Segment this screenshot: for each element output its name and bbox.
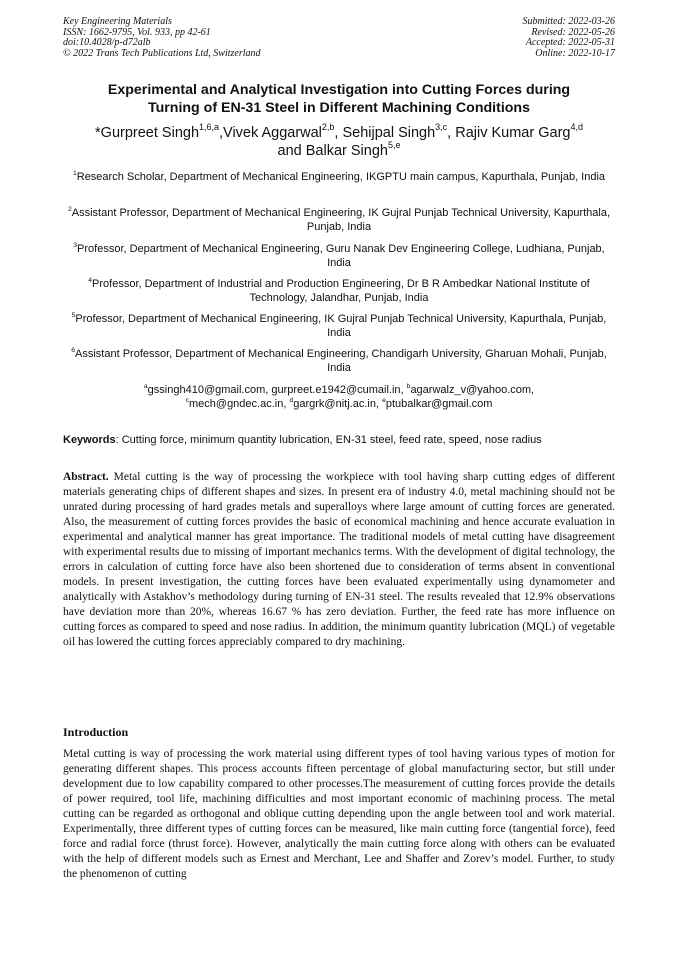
title-line-1: Experimental and Analytical Investigation into Cutting Forces during — [107, 82, 571, 98]
revised-date: Revised: 2022-05-26 — [531, 26, 615, 38]
affiliation-text: Assistant Professor, Department of Mechanical Engineering, IK Gujral Punjab Technical University, Kapurthala, Punjab, India — [71, 207, 611, 234]
keywords-label: Keywords — [63, 434, 116, 446]
email-marker: b — [406, 382, 411, 390]
affiliation — [60, 347, 618, 376]
author-name: , Sehijpal Singh — [334, 125, 436, 141]
author-emails — [60, 383, 618, 412]
email-text: agarwalz_v@yahoo.com, — [410, 384, 535, 396]
journal-name: Key Engineering Materials — [63, 16, 172, 27]
affiliation — [60, 242, 618, 271]
author-line-2 — [40, 142, 638, 160]
author-superscript: 1,6,a — [199, 122, 219, 133]
author-superscript: 3,c — [435, 122, 448, 133]
affiliation — [60, 170, 618, 184]
journal-copyright: © 2022 Trans Tech Publications Ltd, Switzerland — [63, 47, 261, 59]
author-line-1 — [40, 124, 638, 142]
affiliation-text: Assistant Professor, Department of Mechanical Engineering, Chandigarh University, Gharuan Mohali, Punjab, India — [75, 348, 607, 375]
affiliation-number: 4 — [88, 276, 93, 284]
email-marker: e — [382, 397, 386, 405]
submitted-date: Submitted: 2022-03-26 — [522, 16, 615, 27]
email-text: gssingh410@gmail.com, gurpreet.e1942@cumail.in, — [147, 384, 407, 396]
affiliation-text: Professor, Department of Industrial and Production Engineering, Dr B R Ambedkar National Institute of Technology, Jalandhar, Punjab, India — [92, 278, 590, 305]
author-superscript: 5,e — [387, 140, 401, 151]
accepted-date: Accepted: 2022-05-31 — [525, 37, 615, 49]
author-name: , Rajiv Kumar Garg — [447, 125, 571, 141]
author-superscript: 4,d — [570, 122, 583, 133]
abstract-text: Metal cutting is the way of processing the workpiece with tool having sharp cutting edges of different materials generating chips of different shapes and sizes. In present era of industry 4.0, metal machining should not be unrated during processing of hard grades metals and superalloys where large amount of cutting forces are generated. Also, the measurement of cutting forces provides the basic of economical machining and hence accurate evaluation in experimental and analytical manner has great importance. The traditional models of metal cutting have disagreement with experimental results due to missing of important mechanics terms. With the development of digital technology, the errors in calculation of cutting force have also been shortened due to consideration of terms absent in conventional models. In present investigation, the cutting forces have been evaluated experimentally using dynamometer and analytically with Astakhov’s methodology during turning of EN-31 steel. The results revealed that 12.9% observations have deviation more than 20%, whereas 16.67 % has zero deviation. Further, the feed rate has more influence on cutting forces as compared to speed and nose radius. In addition, the minimum quantity lubrication (MQL) of vegetable oil has lowered the cutting forces appreciably compared to dry machining. — [63, 471, 615, 648]
email-text: gargrk@nitj.ac.in, — [293, 398, 383, 411]
affiliation — [60, 312, 618, 341]
author-name: and Balkar Singh — [277, 143, 388, 159]
affiliation-number: 1 — [72, 169, 77, 177]
author-superscript: 2,b — [321, 122, 335, 133]
abstract-label: Abstract. — [63, 471, 109, 483]
email-text: mech@gndec.ac.in, — [189, 398, 290, 411]
affiliation — [60, 277, 618, 306]
email-marker: a — [143, 382, 148, 390]
affiliation-text: Professor, Department of Mechanical Engineering, Guru Nanak Dev Engineering College, Ludhiana, Punjab, India — [77, 243, 605, 270]
paper-title — [40, 82, 638, 117]
affiliation-text: Professor, Department of Mechanical Engineering, IK Gujral Punjab Technical University, Kapurthala, Punjab, India — [75, 313, 607, 340]
journal-doi: doi:10.4028/p-d72alb — [63, 37, 151, 49]
affiliation-text: Research Scholar, Department of Mechanical Engineering, IKGPTU main campus, Kapurthala, Punjab, India — [76, 171, 606, 183]
email-line-1 — [60, 383, 618, 397]
email-text: ptubalkar@gmail.com — [385, 398, 493, 411]
author-name: ,Vivek Aggarwal — [219, 125, 322, 141]
abstract — [63, 470, 615, 650]
introduction-text: Metal cutting is way of processing the work material using different types of tool having various types of motion for generating different shapes. This process accounts fifteen percentage of global manufacturing sector, but still under development due to low capability compared to other processes.The measurement of cutting forces provide the details of power required, tool life, machining difficulties and most important economic of machining process. The metal cutting can be regarded as orthogonal and oblique cutting depending upon the angle between tool and work material. Experimentally, three different types of cutting forces can be measured, like main cutting force (tangential force), feed force and radial force (thrust force). However, analytically the main cutting force along with others can be evaluated with the help of different models such as Ernest and Merchant, Lee and Shaffer and Zorev’s model. Further, to study the phenomenon of cutting — [63, 748, 615, 880]
affiliation-number: 3 — [73, 241, 78, 249]
affiliation-number: 2 — [67, 205, 72, 213]
email-marker: d — [289, 397, 294, 405]
keywords-text: : Cutting force, minimum quantity lubrication, EN-31 steel, feed rate, speed, nose radius — [115, 434, 542, 446]
online-date: Online: 2022-10-17 — [535, 47, 615, 59]
author-name: *Gurpreet Singh — [95, 125, 200, 141]
affiliation-number: 6 — [71, 346, 76, 354]
title-line-2: Turning of EN-31 Steel in Different Machining Conditions — [147, 99, 530, 116]
email-marker: c — [185, 397, 189, 405]
affiliation — [60, 206, 618, 235]
author-list — [40, 124, 638, 160]
journal-issn: ISSN: 1662-9795, Vol. 933, pp 42-61 — [63, 26, 211, 38]
affiliation-number: 5 — [71, 311, 76, 319]
journal-info — [63, 17, 261, 59]
introduction-heading: Introduction — [63, 725, 129, 739]
email-line-2 — [60, 397, 618, 411]
publication-dates — [523, 17, 616, 59]
keywords — [63, 433, 623, 447]
